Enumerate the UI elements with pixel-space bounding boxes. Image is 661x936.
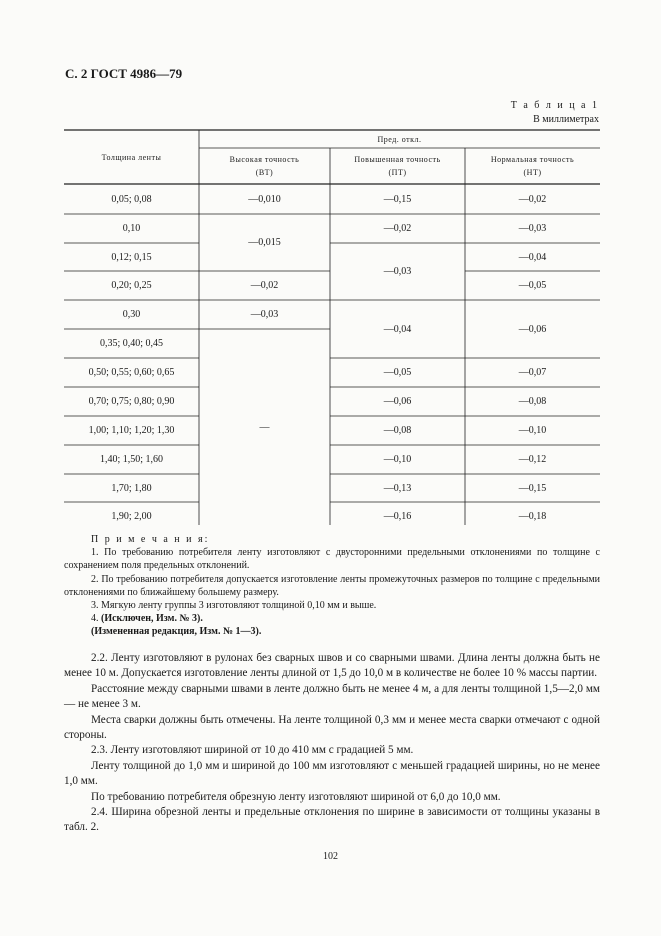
- pt-cell: —0,04: [383, 323, 412, 335]
- col-header-bt: Высокая точность (ВТ): [229, 155, 300, 177]
- note-2: 2. По требованию потребителя допускается изготовление ленты промежуточных размеров по толщине с предельными отклонениями по ближайшему большему размеру.: [64, 573, 600, 598]
- nt-cell: —0,18: [518, 510, 547, 522]
- thickness-cell: 0,35; 0,40; 0,45: [99, 338, 164, 349]
- nt-cell: —0,08: [518, 396, 547, 407]
- table-unit: В миллиметрах: [533, 114, 599, 125]
- pt-cell: —0,03: [383, 266, 412, 277]
- col-header-nt: Нормальная точность (НТ): [490, 155, 575, 177]
- thickness-cell: 0,70; 0,75; 0,80; 0,90: [88, 396, 175, 407]
- nt-cell: —0,15: [518, 482, 547, 494]
- paragraph: По требованию потребителя обрезную ленту изготовляют шириной от 6,0 до 10,0 мм.: [91, 790, 501, 803]
- thickness-cell: 0,12; 0,15: [111, 251, 152, 263]
- thickness-cell: 1,90; 2,00: [111, 510, 152, 522]
- bt-cell: —0,02: [250, 280, 279, 291]
- note-3: 3. Мягкую ленту группы 3 изготовляют толщиной 0,10 мм и выше.: [91, 600, 377, 612]
- body-text: [64, 651, 600, 836]
- pt-cell: —0,05: [383, 367, 412, 378]
- col-header-thickness: Толщина ленты: [101, 152, 162, 162]
- nt-cell: —0,12: [518, 454, 547, 465]
- paragraph: Ленту толщиной до 1,0 мм и шириной до 100 мм изготовляют с меньшей градацией ширины, но не менее 1,0 мм.: [64, 759, 600, 788]
- pt-cell: —0,08: [383, 425, 412, 436]
- pt-cell: —0,13: [383, 482, 412, 494]
- bt-cell: —0,010: [248, 193, 281, 205]
- thickness-cell: 0,20; 0,25: [111, 280, 152, 291]
- bt-cell: —0,03: [250, 309, 279, 320]
- paragraph: Расстояние между сварными швами в ленте должно быть не менее 4 м, а для ленты толщиной 1,5—2,0 мм — не менее 3 м.: [64, 682, 600, 711]
- pt-cell: —0,02: [383, 223, 412, 234]
- thickness-cell: 0,50; 0,55; 0,60; 0,65: [88, 367, 175, 378]
- page-header: С. 2 ГОСТ 4986—79: [65, 66, 183, 81]
- nt-cell: —0,05: [518, 280, 547, 291]
- pt-cell: —0,16: [383, 510, 412, 522]
- note-4: 4. (Исключен, Изм. № 3).: [91, 613, 203, 625]
- bt-cell: —0,015: [248, 237, 281, 248]
- nt-cell: —0,10: [518, 425, 547, 436]
- thickness-cell: 1,00; 1,10; 1,20; 1,30: [88, 425, 175, 436]
- nt-cell: —0,06: [518, 323, 547, 335]
- amended-note: (Измененная редакция, Изм. № 1—3).: [91, 626, 262, 638]
- col-header-pt: Повышенная точность (ПТ): [354, 155, 441, 177]
- thickness-cell: 1,70; 1,80: [111, 482, 152, 494]
- paragraph: 2.3. Ленту изготовляют шириной от 10 до 410 мм с градацией 5 мм.: [91, 744, 414, 757]
- nt-cell: —0,03: [518, 223, 547, 234]
- paragraph: 2.2. Ленту изготовляют в рулонах без сварных швов и со сварными швами. Длина ленты должна быть не менее 10 м. Допускается изготовление ленты длиной от 1,5 до 10,0 м в количестве не более 10 % массы партии.: [64, 652, 600, 680]
- paragraph: 2.4. Ширина обрезной ленты и предельные отклонения по ширине в зависимости от толщины указаны в табл. 2.: [64, 806, 600, 834]
- thickness-cell: 0,10: [122, 223, 141, 234]
- pt-cell: —0,10: [383, 454, 412, 465]
- page-number: 102: [323, 851, 338, 862]
- pt-cell: —0,15: [383, 193, 412, 205]
- col-header-group: Пред. откл.: [377, 134, 422, 144]
- nt-cell: —0,07: [518, 367, 547, 378]
- note-1: 1. По требованию потребителя ленту изготовляют с двусторонними предельными отклонениями по толщине с сохранением поля предельных отклонений.: [64, 547, 600, 572]
- notes-title: П р и м е ч а н и я:: [91, 534, 210, 545]
- table-notes: [64, 533, 600, 639]
- thickness-cell: 0,05; 0,08: [111, 193, 152, 205]
- nt-cell: —0,02: [518, 193, 547, 205]
- table-caption: Т а б л и ц а 1: [510, 100, 599, 111]
- nt-cell: —0,04: [518, 251, 547, 263]
- pt-cell: —0,06: [383, 396, 412, 407]
- thickness-cell: 1,40; 1,50; 1,60: [99, 454, 164, 465]
- thickness-cell: 0,30: [122, 309, 141, 320]
- bt-cell: —: [259, 421, 270, 433]
- paragraph: Места сварки должны быть отмечены. На ленте толщиной 0,3 мм и менее места сварки отмечают с одной стороны.: [64, 713, 600, 742]
